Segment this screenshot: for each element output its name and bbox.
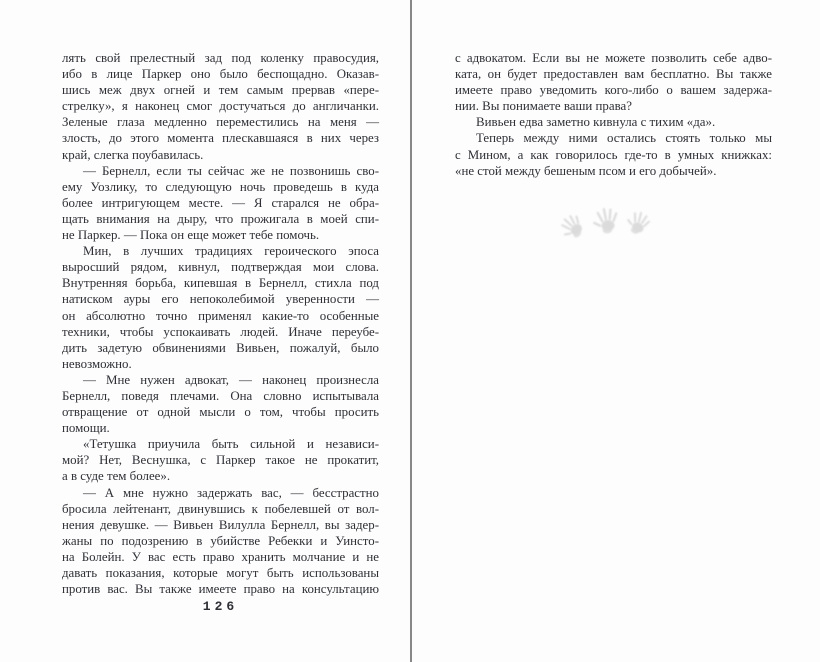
right-page-text — [455, 50, 772, 179]
left-page-text — [62, 50, 379, 597]
text-line: — Мне нужен адвокат, — наконец произнесла — [83, 372, 379, 387]
text-line: злость, до этого момента плескавшаяся в них через — [62, 131, 379, 146]
text-line: «не стой между бешеным псом и его добычей». — [455, 163, 717, 178]
text-line: Бернелл, поведя плечами. Она словно испытывала — [62, 388, 379, 403]
text-line: техники, чтобы успокаивать людей. Иначе переубе- — [62, 324, 379, 339]
text-line: не Паркер. — Пока он еще может тебе помочь. — [62, 228, 320, 243]
text-line: — А мне нужно задержать вас, — бесстрастно — [83, 485, 379, 500]
text-line: шись меж двух огней и тем самым прервав «пере- — [62, 83, 379, 98]
text-line: бросила лейтенант, двинувшись к побелевшей от вол- — [62, 501, 379, 516]
text-line: на Болейн. У вас есть право хранить молчание и не — [62, 549, 379, 564]
text-line: — Бернелл, если ты сейчас же не позвонишь сво- — [83, 163, 379, 178]
handprints-icon — [556, 196, 660, 252]
text-line: с Мином, а как говорилось где-то в умных книжках: — [455, 147, 772, 162]
text-line: нения девушке. — Вивьен Вилулла Бернелл, вы задер- — [62, 517, 379, 532]
text-line: а в суде тем более». — [62, 469, 171, 484]
text-line: стрелку», я наконец смог достучаться до англичанки. — [62, 99, 379, 114]
text-line: Теперь между ними остались стоять только мы — [476, 131, 772, 146]
text-line: Вивьен едва заметно кивнула с тихим «да». — [476, 115, 716, 130]
text-line: против вас. Вы также имеете право на консультацию — [62, 582, 379, 597]
text-line: щать внимания на дыру, что прожигала в моей спи- — [62, 211, 379, 226]
text-line: ката, он будет предоставлен вам бесплатно. Вы также — [455, 67, 772, 82]
text-line: лять свой прелестный зад под коленку правосудия, — [62, 51, 379, 65]
text-line: ибо в лице Паркер оно было беспощадно. Оказав- — [62, 67, 379, 82]
text-line: Мин, в лучших традициях героического эпоса — [83, 244, 379, 259]
text-line: ему Уозлику, то следующую ночь проведешь в куда — [62, 179, 379, 194]
text-line: более интригующем месте. — Я старался не обра- — [62, 195, 379, 210]
text-line: нии. Вы понимаете ваши права? — [455, 99, 632, 114]
text-line: невозможно. — [62, 356, 132, 371]
page-divider — [410, 0, 412, 662]
text-line: давать показания, которые могут быть использованы — [62, 566, 379, 580]
text-line: дить задетую обвинениями Вивьен, пожалуй, было — [62, 340, 379, 355]
text-line: с адвокатом. Если вы не можете позволить себе адво- — [455, 51, 772, 65]
text-line: «Тетушка приучила быть сильной и независи- — [83, 437, 379, 452]
page-number: 126 — [202, 599, 239, 614]
text-line: Зеленые глаза медленно переместились на меня — — [62, 115, 379, 130]
text-line: отвращение от одной мысли о том, чтобы просить — [62, 405, 379, 420]
text-line: он абсолютно точно применял какие-то особенные — [62, 308, 379, 323]
text-line: Внутренняя борьба, кипевшая в Бернелл, стихла под — [62, 276, 379, 291]
text-line: натиском ауры его непоколебимой уверенности — — [62, 292, 379, 307]
text-line: имеете право уведомить кого-либо о вашем задержа- — [455, 83, 772, 98]
text-line: жаны по подозрению в убийстве Ребекки и Уинсто- — [62, 533, 379, 548]
text-line: помощи. — [62, 421, 110, 436]
text-line: мой? Нет, Веснушка, с Паркер такое не прокатит, — [62, 453, 379, 468]
text-line: край, слегка поубавилась. — [62, 147, 204, 162]
text-line: выросший рядом, кивнул, подтверждая мои слова. — [62, 260, 379, 275]
